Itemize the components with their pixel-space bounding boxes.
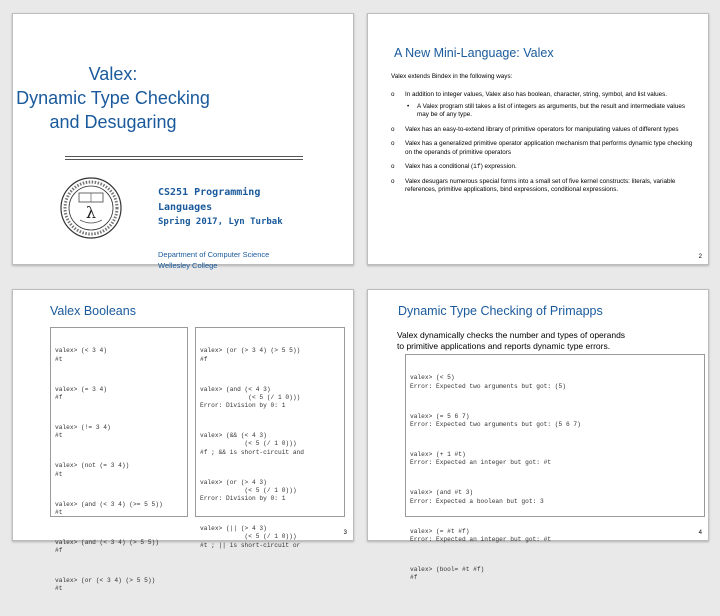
course-line-2: Languages [158,202,213,213]
code-line: Error: Expected two arguments but got: (5) [410,382,566,390]
subtitle-line-1: Valex dynamically checks the number and types of operands [397,330,626,340]
code-line: Error: Expected an integer but got: #t [410,535,552,543]
code-line: (< 5 (/ 1 0))) [200,393,301,401]
dept-line-1: Department of Computer Science [158,250,270,259]
bullet-marker: o [391,177,395,185]
slide-2-title: A New Mini-Language: Valex [394,46,554,60]
code-block [55,386,183,402]
code-line: valex> (or (> 4 3) [200,478,267,486]
slide-4-subtitle [397,330,625,352]
code-block [410,413,700,429]
code-block [55,347,183,363]
bullet-marker: o [391,140,395,147]
code-line: (< 5 (/ 1 0))) [200,440,297,448]
code-line: #t ; || is short-circuit or [200,541,301,549]
code-line: Error: Expected an integer but got: #t [410,459,552,467]
bullet-item [391,91,696,120]
code-line: valex> (or (< 3 4) (> 5 5)) [55,577,156,585]
code-block [200,432,340,457]
bullet-marker: o [391,125,395,133]
divider-rule-bottom [65,159,303,160]
code-line: #f [55,547,63,555]
code-line: Error: Expected two arguments but got: (5 6 7) [410,420,581,428]
code-line: #t [55,432,63,440]
slide-2-intro: Valex extends Bindex in the following ways: [391,73,513,80]
code-line: valex> (bool= #t #f) [410,565,485,573]
slide-2-bullets [391,91,696,201]
bullet-text: Valex desugars numerous special forms into a small set of five kernel constructs: literals, variable references, primitive applications, bind expressions, conditional expressions. [405,177,676,193]
code-line: valex> (and #t 3) [410,489,474,497]
code-box-right [195,327,345,549]
code-line: valex> (= #t #f) [410,527,470,535]
code-line: valex> (and (< 3 4) (>= 5 5)) [55,500,163,508]
code-line: #f [410,574,418,582]
code-line: valex> (= 5 6 7) [410,412,470,420]
bullet-text-after: ) expression. [480,163,517,170]
code-line: #t [55,355,63,363]
code-block [200,347,340,363]
dept-line-2: Wellesley College [158,261,218,270]
code-line: valex> (and (< 4 3) [200,385,271,393]
course-line-1: CS251 Programming [158,187,261,198]
code-block [410,528,700,544]
code-line: valex> (or (> 3 4) (> 5 5)) [200,347,301,355]
page-number: 4 [698,530,702,536]
title-line-2: Dynamic Type Checking [16,88,210,108]
bullet-text-before: Valex has a conditional ( [405,163,474,170]
course-info [158,185,308,230]
code-block [410,489,700,505]
code-line: valex> (< 5) [410,374,455,382]
bullet-marker: o [391,91,395,98]
code-line: valex> (not (= 3 4)) [55,462,130,470]
code-line: valex> (< 3 4) [55,347,107,355]
bullet-item [391,178,696,195]
code-line: valex> (&& (< 4 3) [200,432,267,440]
bullet-text: Valex has an easy-to-extend library of primitive operators for manipulating values of different types [405,125,679,133]
title-line-1: Valex: [88,64,138,84]
bullet-marker: o [391,163,395,170]
code-block [55,577,183,593]
slide-2 [367,13,709,265]
code-line: (< 5 (/ 1 0))) [200,533,297,541]
subtitle-line-2: to primitive applications and reports dynamic type errors. [397,341,611,351]
code-line: Error: Division by 0: 1 [200,402,286,410]
code-line: (< 5 (/ 1 0))) [200,486,297,494]
bullet-text: In addition to integer values, Valex also has boolean, character, string, symbol, and list values. [405,91,668,98]
sub-bullet-item [405,103,696,120]
bullet-item [391,163,696,172]
department [158,249,269,271]
code-block [55,501,183,517]
slide-1-title [13,62,213,134]
code-block [410,374,700,390]
slide-4 [367,289,709,582]
code-line: valex> (+ 1 #t) [410,451,466,459]
code-line: valex> (= 3 4) [55,385,107,393]
bullet-item [391,126,696,135]
code-line: Error: Division by 0: 1 [200,495,286,503]
slide-1 [12,13,354,270]
code-line: Error: Expected a boolean but got: 3 [410,497,544,505]
svg-text:λ: λ [85,203,97,222]
code-block [410,451,700,467]
if-keyword: if [473,163,481,170]
sub-bullet-marker: • [407,102,410,110]
course-term: Spring 2017, Lyn Turbak [158,217,283,227]
slide-3-title: Valex Booleans [50,304,136,318]
sub-bullet-text: A Valex program still takes a list of integers as arguments, but the result and intermediate values may be of any type. [417,102,685,118]
slide-4-title: Dynamic Type Checking of Primapps [398,304,603,318]
page-number: 3 [343,530,347,536]
divider-rule-top [65,156,303,157]
wellesley-college-seal-icon [59,176,123,240]
code-block [55,424,183,440]
code-block [200,479,340,504]
code-line: valex> (and (< 3 4) (> 5 5)) [55,538,159,546]
code-block [55,539,183,555]
code-line: valex> (!= 3 4) [55,424,111,432]
code-box [405,354,705,582]
code-block [200,525,340,550]
code-block [200,386,340,411]
bullet-item [391,140,696,157]
code-line: #f [200,355,208,363]
page-number: 2 [698,254,702,260]
code-line: #f [55,393,63,401]
bullet-text: Valex has a generalized primitive operator application mechanism that performs dynamic type checking on the operands of primitive operators [405,140,693,156]
code-block [410,566,700,582]
code-line: #t [55,585,63,593]
title-line-3: and Desugaring [49,112,177,132]
code-block [55,462,183,478]
code-line: valex> (|| (> 4 3) [200,525,267,533]
code-line: #t [55,508,63,516]
code-box-left [50,327,188,593]
slide-3 [12,289,354,593]
code-line: #t [55,470,63,478]
code-line: #f ; && is short-circuit and [200,448,304,456]
